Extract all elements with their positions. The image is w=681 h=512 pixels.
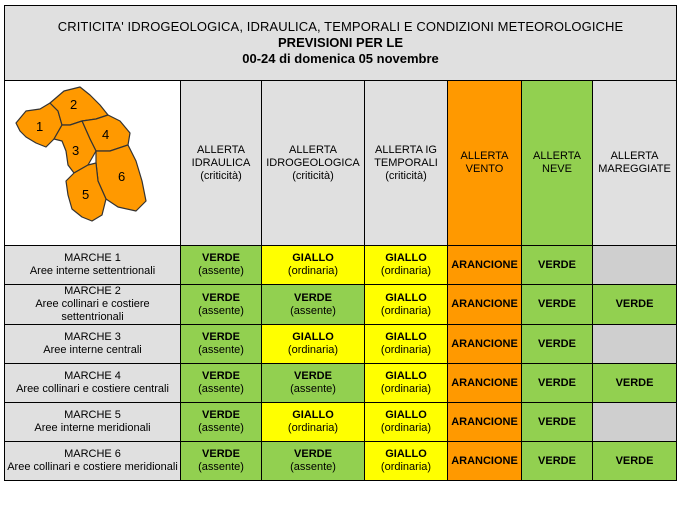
column-header-sub: (criticità) bbox=[385, 169, 427, 182]
column-header-line-1: ALLERTA bbox=[460, 150, 509, 162]
column-header-line-1: ALLERTA bbox=[533, 150, 581, 162]
alert-cell bbox=[181, 403, 262, 442]
column-header-sub: (criticità) bbox=[292, 169, 334, 182]
alert-cell bbox=[593, 325, 677, 364]
alert-level: VERDE bbox=[202, 409, 240, 421]
bulletin-title bbox=[5, 6, 677, 81]
alert-cell bbox=[522, 285, 593, 325]
column-header-line-1: ALLERTA IG bbox=[375, 143, 437, 156]
alert-criticality: (assente) bbox=[198, 461, 244, 473]
column-header bbox=[522, 81, 593, 246]
alert-cell bbox=[365, 364, 448, 403]
alert-cell bbox=[448, 364, 522, 403]
alert-level: VERDE bbox=[202, 370, 240, 382]
alert-level: VERDE bbox=[538, 415, 576, 428]
alert-criticality: (assente) bbox=[290, 461, 336, 473]
alert-cell bbox=[593, 246, 677, 285]
zone-name: MARCHE 1 bbox=[64, 252, 121, 264]
alert-cell bbox=[522, 364, 593, 403]
alert-criticality: (ordinaria) bbox=[287, 344, 339, 356]
alert-cell bbox=[262, 403, 365, 442]
column-header-line-1: ALLERTA bbox=[610, 150, 659, 162]
alert-level: VERDE bbox=[538, 298, 576, 310]
alert-cell bbox=[262, 364, 365, 403]
column-header-line-2: IDRAULICA bbox=[191, 156, 251, 169]
alert-cell bbox=[181, 325, 262, 364]
alert-level: ARANCIONE bbox=[451, 258, 518, 271]
alert-cell bbox=[365, 442, 448, 481]
alert-cell bbox=[365, 246, 448, 285]
map-label-4: 4 bbox=[101, 127, 109, 142]
alert-criticality: (ordinaria) bbox=[287, 422, 339, 434]
alert-level: VERDE bbox=[294, 291, 332, 304]
alert-level: VERDE bbox=[615, 454, 654, 467]
zone-name: MARCHE 5 bbox=[64, 409, 121, 421]
alert-cell bbox=[522, 403, 593, 442]
alert-level: ARANCIONE bbox=[451, 376, 518, 389]
column-header-sub: (criticità) bbox=[200, 169, 242, 182]
alert-table bbox=[4, 5, 677, 481]
column-header bbox=[593, 81, 677, 246]
alert-cell bbox=[522, 442, 593, 481]
alert-cell bbox=[181, 285, 262, 325]
alert-criticality: (assente) bbox=[198, 383, 244, 395]
alert-level: GIALLO bbox=[385, 291, 427, 304]
zone-name: MARCHE 6 bbox=[64, 448, 121, 460]
zone-label bbox=[5, 246, 181, 285]
zone-description: Aree interne settentrionali bbox=[29, 265, 156, 277]
column-header bbox=[262, 81, 365, 246]
alert-cell bbox=[448, 325, 522, 364]
zone-description: Aree collinari e costiere settentrionali bbox=[35, 298, 150, 323]
column-header bbox=[181, 81, 262, 246]
alert-level: GIALLO bbox=[385, 252, 427, 264]
zone-label bbox=[5, 403, 181, 442]
alert-level: GIALLO bbox=[385, 448, 427, 460]
alert-level: VERDE bbox=[615, 298, 654, 310]
zone-name: MARCHE 2 bbox=[64, 285, 121, 297]
alert-cell bbox=[593, 442, 677, 481]
alert-level: VERDE bbox=[202, 291, 240, 304]
alert-level: VERDE bbox=[202, 331, 240, 343]
alert-criticality: (assente) bbox=[198, 344, 244, 356]
alert-cell bbox=[593, 403, 677, 442]
region-map bbox=[5, 81, 181, 246]
alert-cell bbox=[262, 285, 365, 325]
alert-criticality: (assente) bbox=[198, 422, 244, 434]
alert-level: VERDE bbox=[538, 376, 576, 389]
alert-level: VERDE bbox=[615, 376, 654, 389]
alert-cell bbox=[181, 442, 262, 481]
alert-level: GIALLO bbox=[292, 252, 334, 264]
alert-level: VERDE bbox=[294, 448, 332, 460]
alert-criticality: (ordinaria) bbox=[287, 265, 339, 277]
alert-level: VERDE bbox=[538, 337, 576, 350]
alert-level: ARANCIONE bbox=[451, 298, 518, 310]
alert-cell bbox=[593, 285, 677, 325]
alert-level: VERDE bbox=[538, 454, 576, 467]
alert-cell bbox=[448, 442, 522, 481]
alert-level: VERDE bbox=[294, 370, 332, 382]
alert-level: VERDE bbox=[202, 252, 240, 264]
alert-cell bbox=[593, 364, 677, 403]
column-header-line-2: VENTO bbox=[465, 163, 504, 175]
alert-criticality: (assente) bbox=[290, 383, 336, 395]
column-header-line-2: IDROGEOLOGICA bbox=[266, 156, 360, 169]
map-label-2: 2 bbox=[69, 97, 77, 112]
alert-level: ARANCIONE bbox=[451, 415, 518, 428]
column-header-line-1: ALLERTA bbox=[289, 143, 337, 156]
alert-criticality: (ordinaria) bbox=[380, 344, 432, 356]
column-header-line-1: ALLERTA bbox=[197, 143, 245, 156]
zone-label bbox=[5, 285, 181, 325]
zone-description: Aree collinari e costiere centrali bbox=[16, 383, 169, 395]
alert-cell bbox=[365, 403, 448, 442]
alert-criticality: (assente) bbox=[290, 304, 336, 317]
zone-description: Aree collinari e costiere meridionali bbox=[7, 461, 178, 473]
alert-level: GIALLO bbox=[385, 370, 427, 382]
column-header bbox=[448, 81, 522, 246]
alert-criticality: (ordinaria) bbox=[380, 461, 432, 473]
alert-cell bbox=[448, 246, 522, 285]
alert-cell bbox=[365, 325, 448, 364]
zone-name: MARCHE 4 bbox=[64, 370, 121, 382]
column-header-line-2: NEVE bbox=[542, 163, 572, 175]
zone-row bbox=[5, 442, 677, 481]
alert-criticality: (assente) bbox=[198, 265, 244, 277]
column-header-line-2: TEMPORALI bbox=[374, 156, 438, 169]
alert-cell bbox=[181, 246, 262, 285]
zone-label bbox=[5, 364, 181, 403]
alert-level: GIALLO bbox=[385, 409, 427, 421]
alert-cell bbox=[522, 246, 593, 285]
map-label-5: 5 bbox=[81, 187, 89, 202]
alert-criticality: (ordinaria) bbox=[380, 304, 432, 317]
title-line-2: PREVISIONI PER LE bbox=[278, 35, 403, 50]
alert-cell bbox=[522, 325, 593, 364]
alert-level: GIALLO bbox=[292, 331, 334, 343]
alert-cell bbox=[448, 403, 522, 442]
map-label-6: 6 bbox=[117, 169, 125, 184]
zone-description: Aree interne centrali bbox=[43, 344, 142, 356]
alert-level: VERDE bbox=[538, 258, 576, 271]
alert-cell bbox=[365, 285, 448, 325]
alert-level: GIALLO bbox=[292, 409, 334, 421]
alert-cell bbox=[262, 325, 365, 364]
column-header bbox=[365, 81, 448, 246]
zone-row bbox=[5, 403, 677, 442]
alert-cell bbox=[262, 442, 365, 481]
alert-criticality: (ordinaria) bbox=[380, 265, 432, 277]
title-line-3: 00-24 di domenica 05 novembre bbox=[242, 51, 439, 66]
zone-row bbox=[5, 285, 677, 325]
alert-cell bbox=[181, 364, 262, 403]
zone-row bbox=[5, 246, 677, 285]
map-label-1: 1 bbox=[35, 119, 43, 134]
zone-row bbox=[5, 325, 677, 364]
alert-criticality: (assente) bbox=[198, 304, 244, 317]
alert-criticality: (ordinaria) bbox=[380, 422, 432, 434]
alert-level: GIALLO bbox=[385, 331, 427, 343]
alert-bulletin bbox=[4, 5, 676, 481]
map-label-3: 3 bbox=[71, 143, 79, 158]
title-line-1: CRITICITA' IDROGEOLOGICA, IDRAULICA, TEMPORALI E CONDIZIONI METEOROLOGICHE bbox=[57, 19, 624, 34]
marche-zone-map bbox=[6, 81, 180, 241]
alert-criticality: (ordinaria) bbox=[380, 383, 432, 395]
alert-level: ARANCIONE bbox=[451, 337, 518, 350]
alert-cell bbox=[262, 246, 365, 285]
zone-row bbox=[5, 364, 677, 403]
zone-name: MARCHE 3 bbox=[64, 331, 121, 343]
zone-label bbox=[5, 442, 181, 481]
zone-label bbox=[5, 325, 181, 364]
alert-level: VERDE bbox=[202, 448, 240, 460]
alert-level: ARANCIONE bbox=[451, 454, 518, 467]
alert-cell bbox=[448, 285, 522, 325]
column-header-line-2: MAREGGIATE bbox=[598, 163, 671, 175]
zone-description: Aree interne meridionali bbox=[34, 422, 151, 434]
